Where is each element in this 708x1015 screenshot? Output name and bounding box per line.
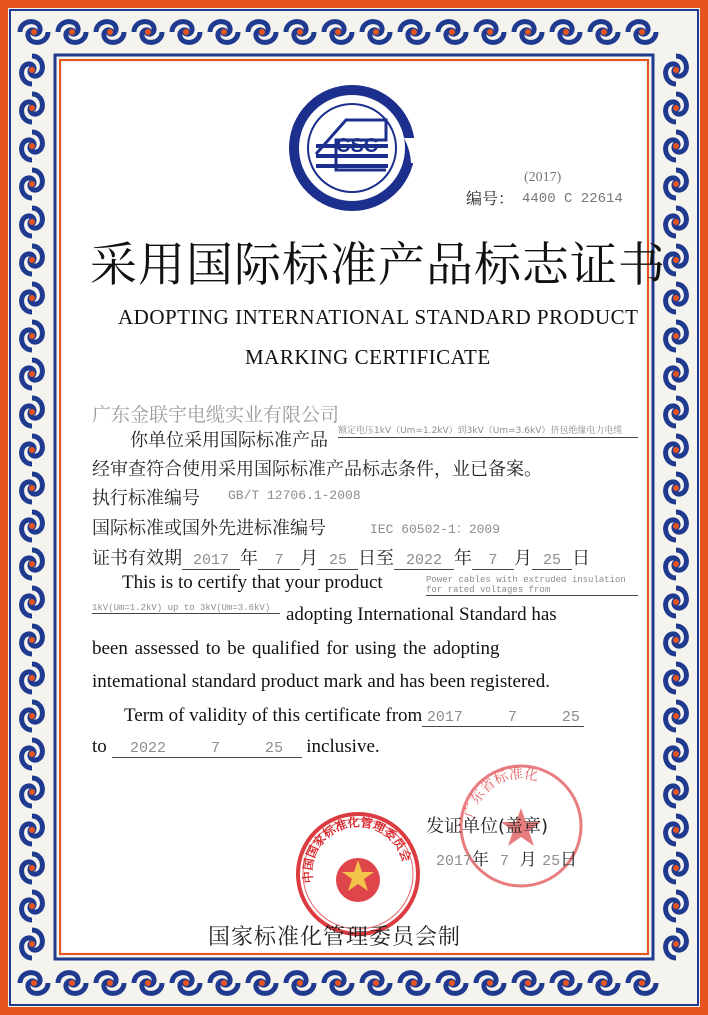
year-char: 年 (472, 850, 490, 870)
year-char: 年 (454, 548, 472, 569)
en-to-date: 2022 7 25 (112, 740, 302, 758)
right-seal-text: 广东省标准化 (461, 765, 540, 820)
month-char: 月 (300, 548, 318, 569)
en-text3: been assessed to be qualified for using the adopting (92, 638, 500, 659)
en-text5: Term of validity of this certificate from (124, 705, 423, 726)
day-to-char: 日至 (358, 548, 394, 569)
year-char: 年 (240, 548, 258, 569)
issue-date-day: 25 (542, 853, 561, 870)
cert-number-label: 编号： (466, 189, 515, 208)
validity-to-year: 2022 (394, 552, 454, 570)
standard-value: GB/T 12706.1-2008 (228, 488, 361, 503)
cert-number-value: 4400 C 22614 (522, 191, 623, 207)
en-to-label: to (92, 736, 107, 757)
cn-line2: 经审查符合使用采用国际标准产品标志条件，业已备案。 (92, 459, 542, 480)
company-name: 广东金联宇电缆实业有限公司 (92, 404, 340, 426)
title-cn: 采用国际标准产品标志证书 (90, 238, 666, 293)
validity-from-year: 2017 (182, 552, 240, 570)
month-char: 月 (514, 548, 532, 569)
en-text4: intemational standard product mark and has been registered. (92, 671, 550, 692)
issuer-label: 发证单位(盖章) (426, 816, 549, 837)
product-en-part2: 1kV(Um=1.2kV) up to 3kV(Um=3.6kV) (92, 603, 280, 614)
validity-from-month: 7 (258, 552, 300, 570)
en-to-line (92, 736, 380, 758)
left-seal-text: 中国国家标准化管理委员会 (300, 815, 414, 884)
day-char: 日 (572, 548, 590, 569)
validity-line (92, 544, 590, 570)
en-validity-line (124, 705, 584, 727)
csc-logo (286, 78, 431, 218)
title-en-line1: ADOPTING INTERNATIONAL STANDARD PRODUCT (118, 305, 639, 329)
issue-date (436, 845, 577, 870)
cert-number-year: (2017) (524, 170, 562, 185)
en-from-date: 2017 7 25 (422, 709, 584, 727)
day-char: 日 (560, 850, 578, 870)
month-char: 月 (519, 850, 537, 870)
standard-label: 执行标准编号 (92, 488, 200, 509)
title-en-line2: MARKING CERTIFICATE (245, 345, 491, 369)
issue-date-month: 7 (499, 853, 509, 870)
issue-date-year: 2017 (436, 853, 473, 870)
validity-from-day: 25 (318, 552, 358, 570)
intl-standard-label: 国际标准或国外先进标准编号 (92, 518, 326, 539)
product-en-part1: Power cables with extruded insulation for rated voltages from (426, 575, 638, 596)
validity-to-day: 25 (532, 552, 572, 570)
logo-text: CSC (336, 135, 379, 157)
validity-to-month: 7 (472, 552, 514, 570)
validity-label: 证书有效期 (92, 548, 182, 569)
cn-line1-prefix: 你单位采用国际标准产品 (130, 430, 328, 451)
footer-issuer: 国家标准化管理委员会制 (208, 925, 462, 950)
en-text2: adopting International Standard has (286, 604, 557, 625)
product-cn: 额定电压1kV（Um=1.2kV）到3kV（Um=3.6kV）挤包绝缘电力电缆 (338, 426, 638, 438)
en-text1: This is to certify that your product (122, 572, 383, 593)
en-inclusive: inclusive. (306, 736, 380, 757)
intl-standard-value: IEC 60502-1：2009 (370, 522, 501, 537)
